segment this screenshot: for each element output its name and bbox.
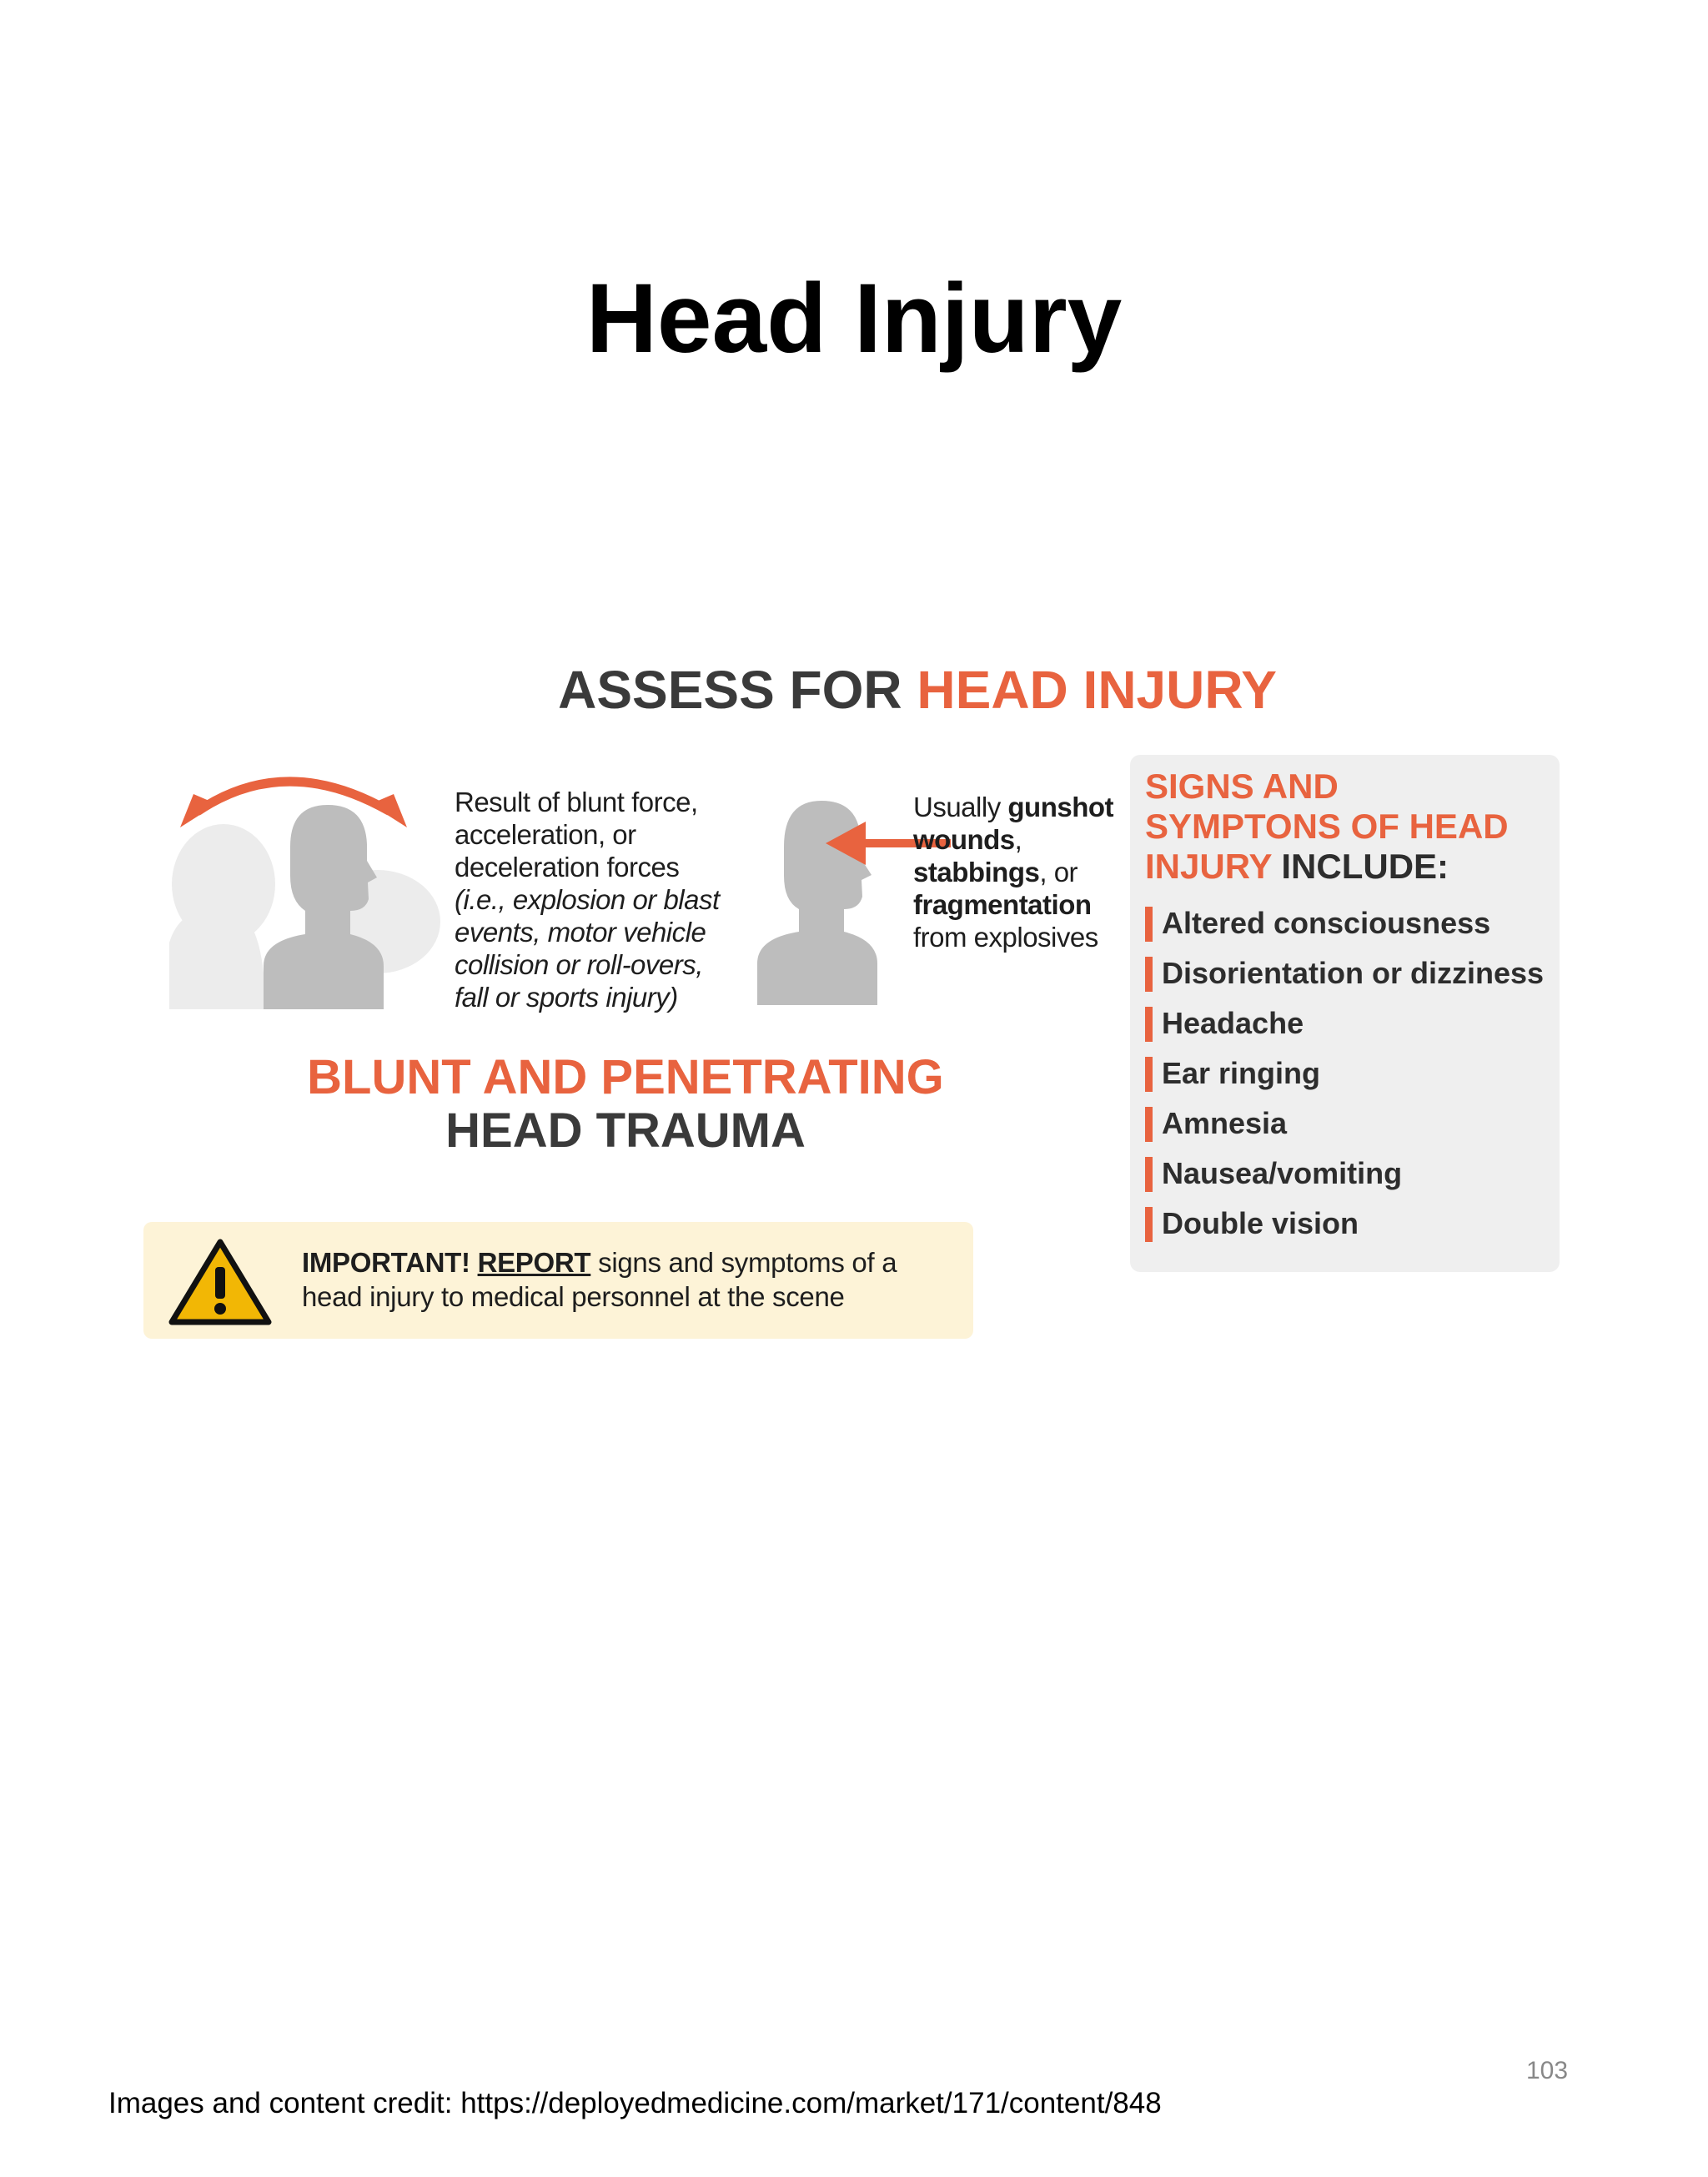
symptom-item: Ear ringing	[1145, 1057, 1544, 1090]
symptom-item: Altered consciousness	[1145, 907, 1544, 940]
warning-triangle-icon	[168, 1237, 273, 1327]
warning-callout	[143, 1222, 973, 1339]
heading-prefix: ASSESS FOR	[558, 660, 917, 720]
page-number: 103	[1526, 2057, 1569, 2084]
trauma-heading: BLUNT AND PENETRATING HEAD TRAUMA	[307, 1050, 944, 1158]
symptom-item: Disorientation or dizziness	[1145, 957, 1544, 990]
symptom-item: Double vision	[1145, 1207, 1544, 1240]
signs-symptoms-panel	[1130, 755, 1560, 1272]
signs-symptoms-list	[1145, 907, 1544, 1257]
symptom-item: Nausea/vomiting	[1145, 1157, 1544, 1190]
page-title: Head Injury	[585, 264, 1123, 374]
blunt-force-head-icon	[165, 767, 499, 1009]
symptom-item: Headache	[1145, 1007, 1544, 1040]
heading-highlight: HEAD INJURY	[917, 660, 1277, 720]
symptom-item: Amnesia	[1145, 1107, 1544, 1140]
image-credit: Images and content credit: https://deployedmedicine.com/market/171/content/848	[108, 2087, 1162, 2119]
blunt-force-description: Result of blunt force, acceleration, or deceleration forces (i.e., explosion or blast events, motor vehicle collision or roll-overs, fall or sports injury)	[455, 787, 720, 1013]
infographic	[133, 642, 1585, 1360]
signs-symptoms-title: SIGNS AND SYMPTONS OF HEAD INJURY INCLUDE:	[1145, 767, 1509, 886]
penetrating-injury-description: Usually gunshot wounds, stabbings, or fragmentation from explosives	[913, 792, 1114, 953]
warning-text: IMPORTANT! REPORT signs and symptoms of a head injury to medical personnel at the scene	[302, 1247, 897, 1312]
infographic-heading	[484, 659, 1351, 721]
